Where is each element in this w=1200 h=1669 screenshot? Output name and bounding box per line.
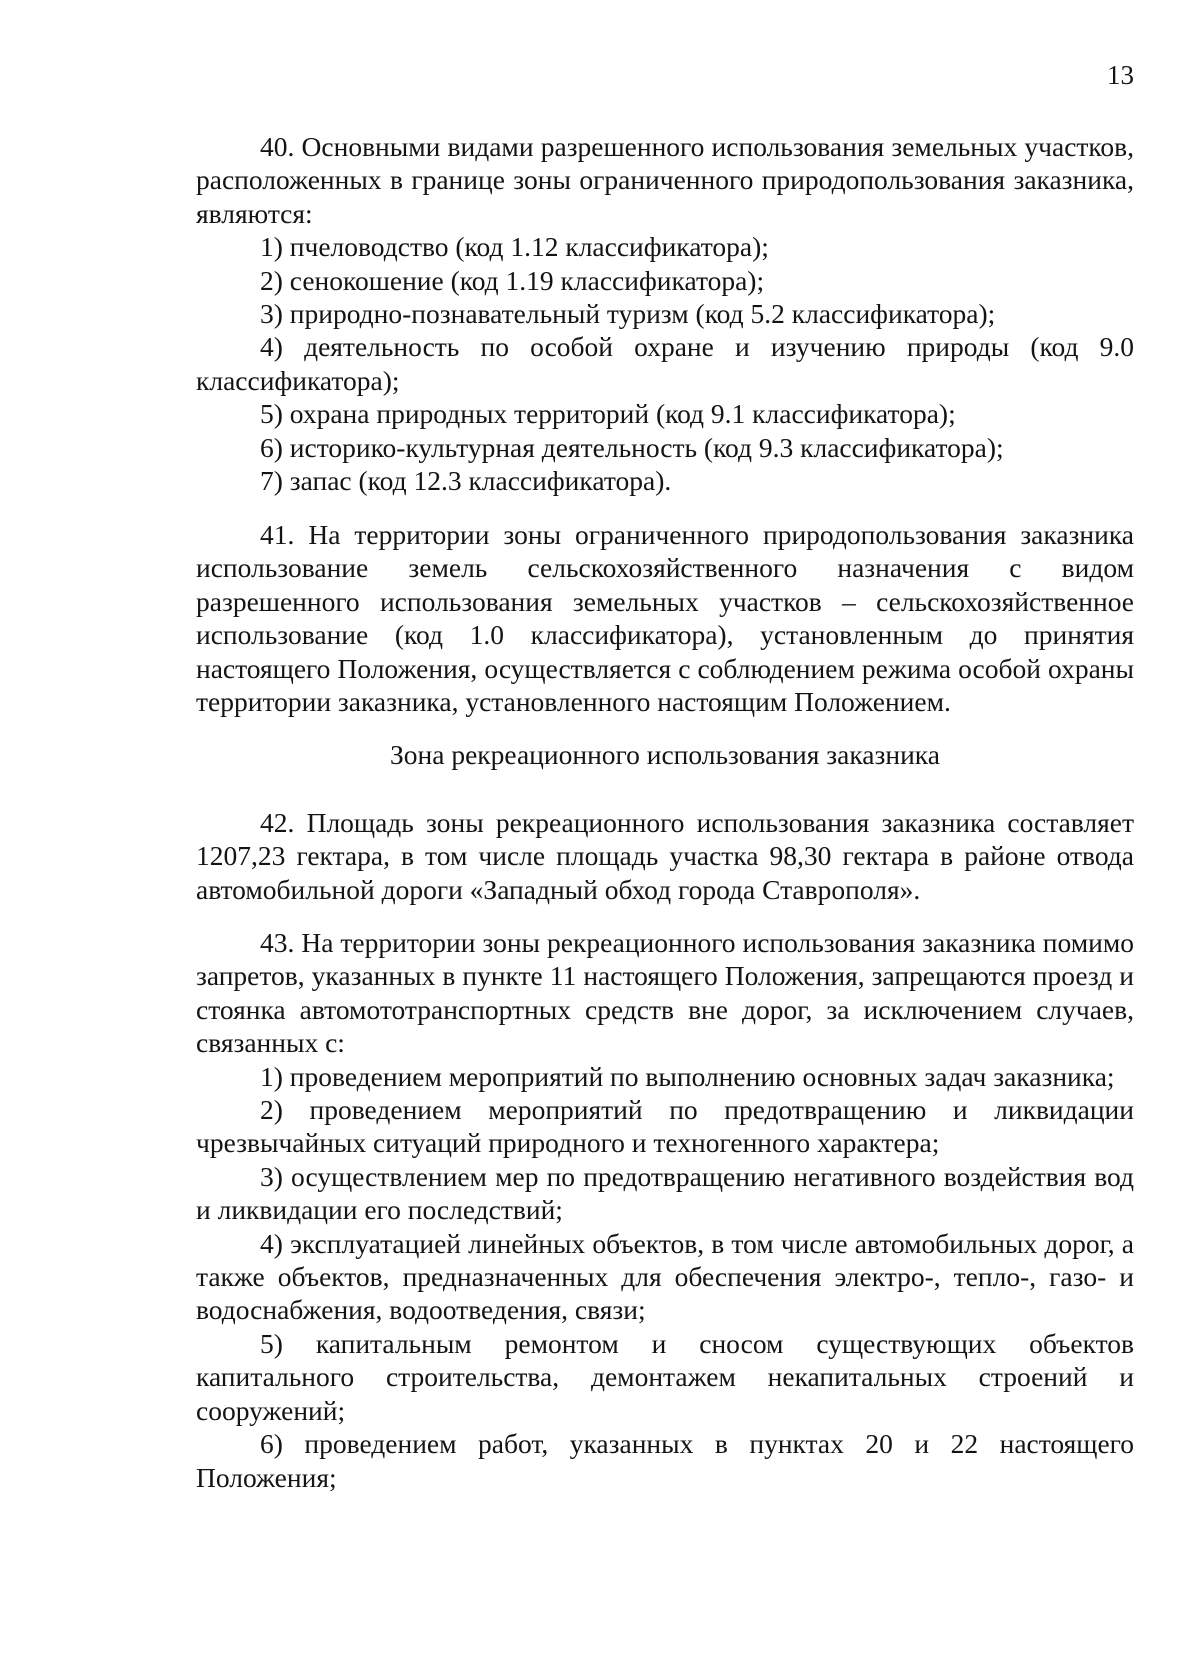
section-43-item: 3) осуществлением мер по предотвращению негативного воздействия вод и ликвидации его последствий; <box>196 1160 1134 1226</box>
section-42-text: 42. Площадь зоны рекреационного использования заказника составляет 1207,23 гектара, в том числе площадь участка 98,30 гектара в районе отвода автомобильной дороги «Западный обход города Ставрополя». <box>196 807 1134 905</box>
page-number: 13 <box>1107 60 1134 90</box>
section-43-item: 5) капитальным ремонтом и сносом существующих объектов капитального строительства, демонтажем некапитальных строений и сооружений; <box>196 1327 1134 1426</box>
section-42 <box>196 806 1134 906</box>
section-40-item: 3) природно-познавательный туризм (код 5.2 классификатора); <box>260 298 996 330</box>
section-43 <box>196 926 1134 1494</box>
section-40-item: 4) деятельность по особой охране и изучению природы (код 9.0 классификатора); <box>196 331 1134 396</box>
section-43-item: 2) проведением мероприятий по предотвращению и ликвидации чрезвычайных ситуаций природного и техногенного характера; <box>196 1094 1134 1159</box>
section-40-item: 6) историко-культурная деятельность (код 9.3 классификатора); <box>260 431 1004 463</box>
section-40-intro: 40. Основными видами разрешенного использования земельных участков, расположенных в границе зоны ограниченного природопользования заказника, являются: <box>196 131 1134 229</box>
section-43-item: 4) эксплуатацией линейных объектов, в том числе автомобильных дорог, а также объектов, предназначенных для обеспечения электро-, тепло-, газо- и водоснабжения, водоотведения, связи; <box>196 1227 1134 1326</box>
section-41 <box>196 518 1134 718</box>
section-40-item: 1) пчеловодство (код 1.12 классификатора); <box>260 231 769 263</box>
section-43-intro: 43. На территории зоны рекреационного использования заказника помимо запретов, указанных в пункте 11 настоящего Положения, запрещаются проезд и стоянка автомототранспортных средств вне дорог, за исключением случаев, связанных с: <box>196 927 1134 1059</box>
section-heading: Зона рекреационного использования заказника <box>390 739 940 770</box>
section-40-item: 7) запас (код 12.3 классификатора). <box>260 465 672 497</box>
section-40-item: 2) сенокошение (код 1.19 классификатора); <box>260 264 765 296</box>
section-43-item: 6) проведением работ, указанных в пунктах 20 и 22 настоящего Положения; <box>196 1428 1134 1493</box>
section-41-text: 41. На территории зоны ограниченного природопользования заказника использование земель сельскохозяйственного назначения с видом разрешенного использования земельных участков – сельскохозяйственное использование (код 1.0 классификатора), установленным до принятия настоящего Положения, осуществляется с соблюдением режима особой охраны территории заказника, установленного настоящим Положением. <box>196 519 1134 718</box>
section-40-item: 5) охрана природных территорий (код 9.1 классификатора); <box>260 398 956 430</box>
section-43-item: 1) проведением мероприятий по выполнению основных задач заказника; <box>260 1060 1115 1092</box>
section-40 <box>196 130 1134 497</box>
